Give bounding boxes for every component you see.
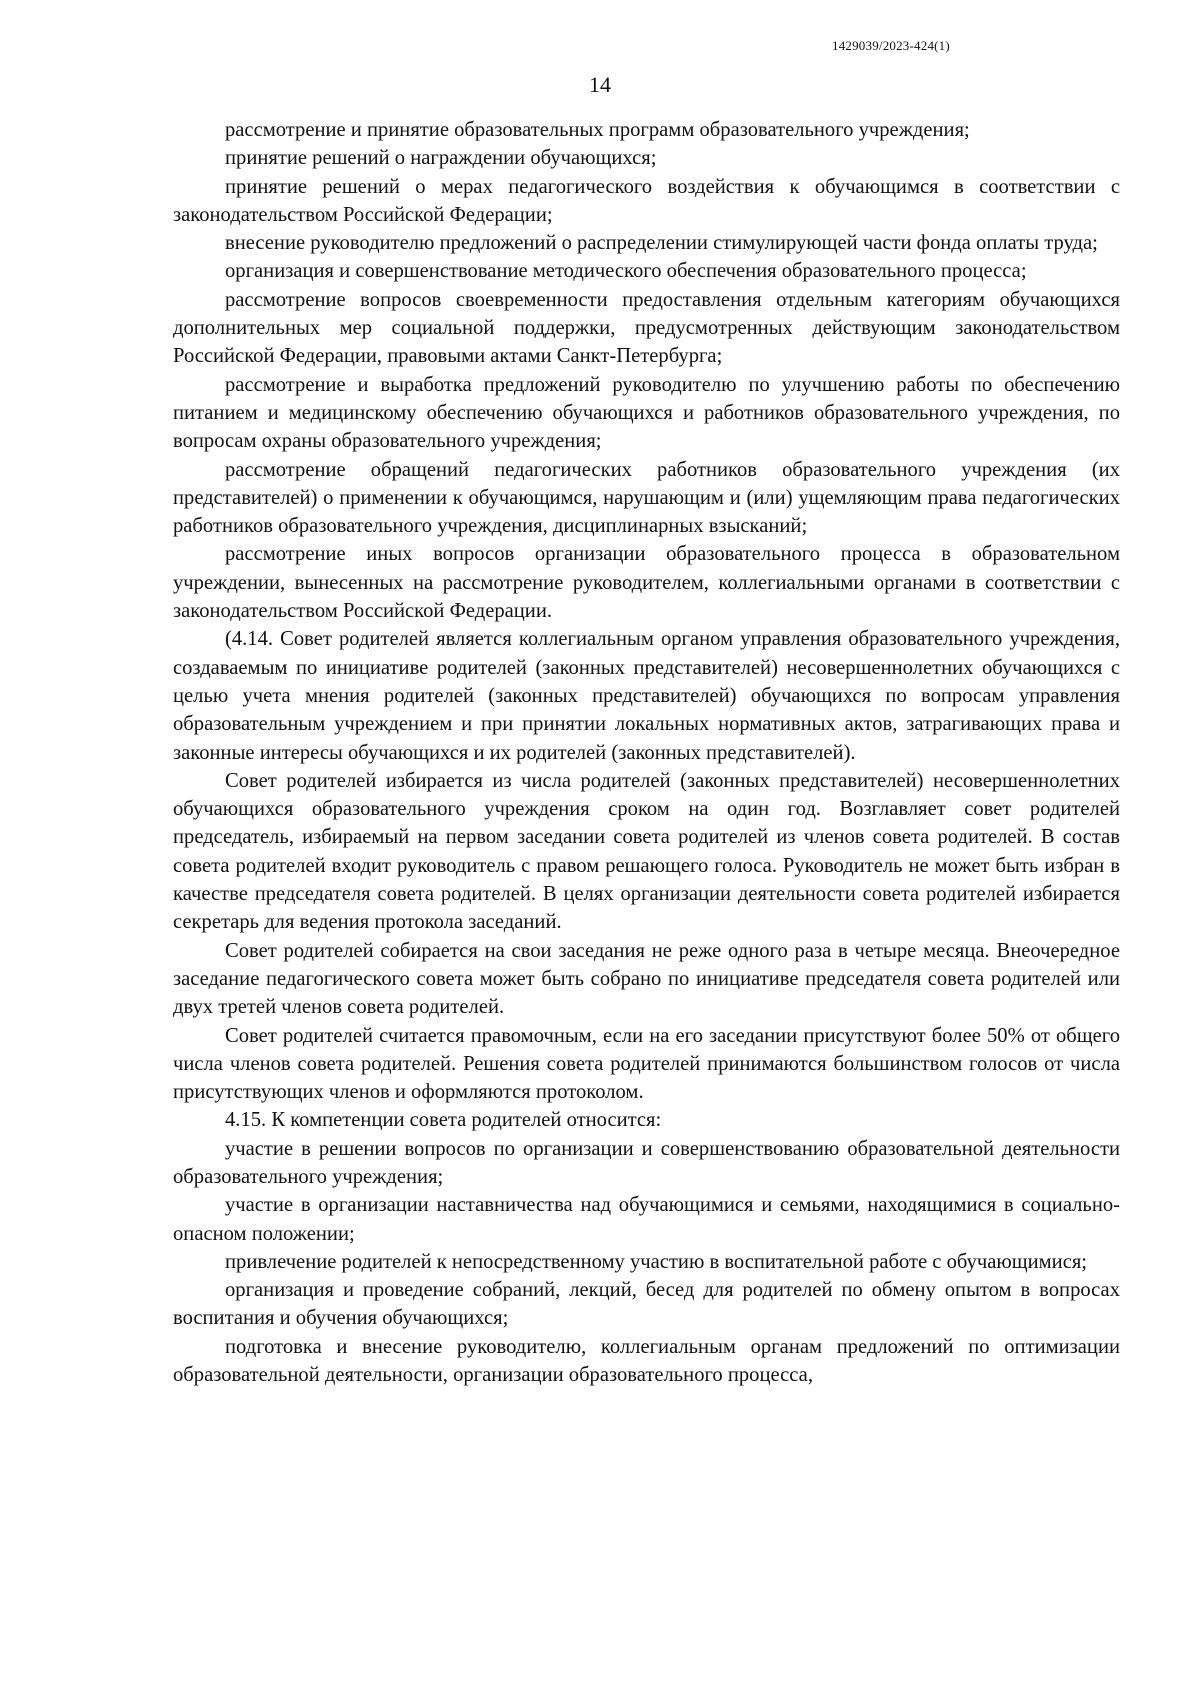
paragraph: организация и совершенствование методического обеспечения образовательного процесса;: [225, 260, 1027, 283]
paragraph: принятие решений о награждении обучающихся;: [225, 147, 657, 170]
paragraph: (4.14. Совет родителей является коллегиальным органом управления образовательного учреждения, создаваемым по инициативе родителей (законных представителей) несовершеннолетних обучающихся с целью учета мнения родителей (законных представителей) обучающихся по вопросам управления образовательным учреждением и при принятии локальных нормативных актов, затрагивающих права и законные интересы обучающихся и их родителей (законных представителей).: [173, 628, 1120, 764]
paragraph: участие в организации наставничества над обучающимися и семьями, находящимися в социально-опасном положении;: [173, 1194, 1120, 1245]
paragraph: рассмотрение и принятие образовательных программ образовательного учреждения;: [225, 119, 970, 141]
paragraph: подготовка и внесение руководителю, коллегиальным органам предложений по оптимизации образовательной деятельности, организации образовательного процесса,: [173, 1335, 1120, 1387]
paragraph: Совет родителей считается правомочным, если на его заседании присутствуют более 50% от общего числа членов совета родителей. Решения совета родителей принимаются большинством голосов от числа присутствующих членов и оформляются протоколом.: [173, 1024, 1120, 1104]
paragraph: 4.15. К компетенции совета родителей относится:: [225, 1109, 662, 1132]
paragraph: участие в решении вопросов по организации и совершенствованию образовательной деятельности образовательного учреждения;: [173, 1137, 1120, 1188]
paragraph: принятие решений о мерах педагогического воздействия к обучающимся в соответствии с законодательством Российской Федерации;: [173, 175, 1120, 226]
paragraph: внесение руководителю предложений о распределении стимулирующей части фонда оплаты труда;: [225, 232, 1098, 255]
paragraph: рассмотрение и выработка предложений руководителю по улучшению работы по обеспечению питанием и медицинскому обеспечению обучающихся и работников образовательного учреждения, по вопросам охраны образовательного учреждения;: [173, 373, 1120, 453]
document-body: [173, 116, 1120, 1389]
paragraph: рассмотрение иных вопросов организации образовательного процесса в образовательном учреждении, вынесенных на рассмотрение руководителем, коллегиальными органами в соответствии с законодательством Российской Федерации.: [173, 543, 1120, 623]
page-number: 14: [589, 72, 611, 97]
paragraph: организация и проведение собраний, лекций, бесед для родителей по обмену опытом в вопросах воспитания и обучения обучающихся;: [173, 1279, 1120, 1330]
paragraph: привлечение родителей к непосредственному участию в воспитательной работе с обучающимися;: [225, 1250, 1088, 1273]
paragraph: Совет родителей избирается из числа родителей (законных представителей) несовершеннолетних обучающихся образовательного учреждения сроком на один год. Возглавляет совет родителей председатель, избираемый на первом заседании совета родителей из членов совета родителей. В состав совета родителей входит руководитель с правом решающего голоса. Руководитель не может быть избран в качестве председателя совета родителей. В целях организации деятельности совета родителей избирается секретарь для ведения протокола заседаний.: [173, 769, 1120, 934]
paragraph: рассмотрение обращений педагогических работников образовательного учреждения (их представителей) о применении к обучающимся, нарушающим и (или) ущемляющим права педагогических работников образовательного учреждения, дисциплинарных взысканий;: [173, 458, 1120, 538]
paragraph: рассмотрение вопросов своевременности предоставления отдельным категориям обучающихся дополнительных мер социальной поддержки, предусмотренных действующим законодательством Российской Федерации, правовыми актами Санкт-Петербурга;: [173, 288, 1120, 368]
document-id: 1429039/2023-424(1): [832, 38, 950, 53]
paragraph: Совет родителей собирается на свои заседания не реже одного раза в четыре месяца. Внеочередное заседание педагогического совета может быть собрано по инициативе председателя совета родителей или двух третей членов совета родителей.: [173, 939, 1120, 1019]
